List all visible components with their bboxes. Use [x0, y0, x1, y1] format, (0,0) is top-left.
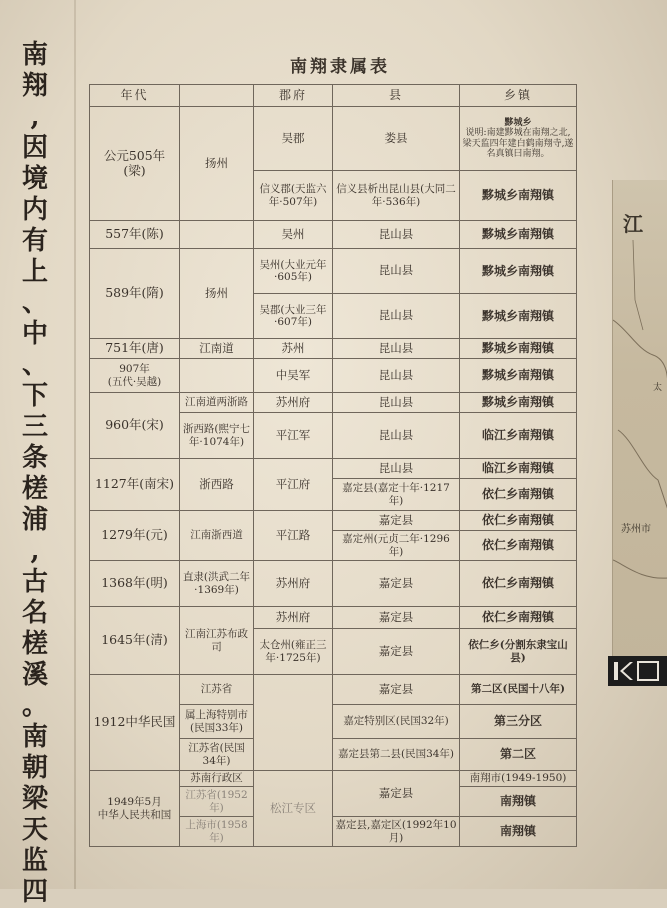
side-char: ,: [30, 102, 40, 132]
table-row: [90, 393, 577, 413]
side-char: 因: [21, 133, 48, 163]
side-char: 下: [21, 381, 48, 411]
town-cell: 第二区: [460, 739, 577, 771]
map-label-tai: 太: [653, 383, 663, 393]
province-cell: 江南道: [180, 339, 254, 359]
county-cell: 嘉定州(元贞二年·1296年): [333, 531, 460, 561]
side-char: 槎: [21, 474, 48, 504]
side-vertical-text: [6, 40, 64, 907]
side-char: ,: [30, 536, 40, 566]
county-cell: 嘉定县: [333, 771, 460, 817]
jun-cell: 吴州: [254, 221, 333, 249]
side-char: 。: [21, 691, 48, 721]
side-char: 朝: [21, 753, 48, 783]
jun-cell: 苏州府: [254, 607, 333, 629]
side-char: 三: [21, 412, 48, 442]
year-cell: 公元505年 (梁): [90, 107, 180, 221]
side-char: 古: [21, 567, 48, 597]
county-cell: 昆山县: [333, 359, 460, 393]
year-cell: 589年(隋): [90, 249, 180, 339]
county-cell: 嘉定县: [333, 675, 460, 705]
jun-cell: 苏州府: [254, 393, 333, 413]
side-char: 条: [21, 443, 48, 473]
jun-cell: 吴郡: [254, 107, 333, 171]
province-cell: 江苏省: [180, 675, 254, 705]
province-cell: 江苏省(1952年): [180, 787, 254, 817]
town-cell: 黟城乡南翔镇: [460, 249, 577, 294]
town-cell: 南翔市(1949-1950): [460, 771, 577, 787]
side-char: 天: [21, 815, 48, 845]
jun-cell: [254, 675, 333, 771]
side-char: 名: [21, 598, 48, 628]
province-cell: [180, 221, 254, 249]
county-cell: 娄县: [333, 107, 460, 171]
county-cell: 昆山县: [333, 459, 460, 479]
map-fragment: [612, 180, 667, 670]
table-row: [90, 359, 577, 393]
county-cell: 嘉定县: [333, 629, 460, 675]
jun-cell: 太仓州(雍正三年·1725年): [254, 629, 333, 675]
map-label-jiang: 江: [623, 212, 643, 236]
header-row: [90, 85, 577, 107]
town-cell: 黟城乡南翔镇: [460, 171, 577, 221]
side-char: 、: [21, 288, 48, 318]
province-cell: 属上海特别市(民国33年): [180, 705, 254, 739]
jun-cell: 平江军: [254, 413, 333, 459]
year-cell: 907年 (五代·吴越): [90, 359, 180, 393]
jun-cell: 苏州府: [254, 561, 333, 607]
town-cell: 依仁乡南翔镇: [460, 511, 577, 531]
county-cell: 昆山县: [333, 393, 460, 413]
table-row: [90, 107, 577, 171]
table-row: [90, 771, 577, 787]
side-char: 浦: [21, 505, 48, 535]
town-cell: 黟城乡南翔镇: [460, 339, 577, 359]
header-province: [180, 85, 254, 107]
town-cell: 南翔镇: [460, 787, 577, 817]
side-char: 内: [21, 195, 48, 225]
province-cell: 扬州: [180, 249, 254, 339]
header-town: 乡镇: [460, 85, 577, 107]
table-row: [90, 249, 577, 294]
affiliation-table: [89, 84, 577, 847]
province-cell: 苏南行政区: [180, 771, 254, 787]
county-cell: 嘉定县,嘉定区(1992年10月): [333, 817, 460, 847]
county-cell: 昆山县: [333, 413, 460, 459]
year-cell: 1949年5月 中华人民共和国: [90, 771, 180, 847]
side-char: 、: [21, 350, 48, 380]
jun-cell: 中吴军: [254, 359, 333, 393]
side-char: 中: [21, 319, 48, 349]
year-cell: 1645年(清): [90, 607, 180, 675]
year-cell: 751年(唐): [90, 339, 180, 359]
header-era: 年代: [90, 85, 180, 107]
table-row: [90, 511, 577, 531]
jun-cell: 平江路: [254, 511, 333, 561]
map-label-suzhou: 苏州市: [621, 524, 651, 535]
county-cell: 昆山县: [333, 249, 460, 294]
town-cell: 南翔镇: [460, 817, 577, 847]
side-char: 南: [21, 722, 48, 752]
town-cell: 依仁乡(分割东隶宝山县): [460, 629, 577, 675]
county-cell: 嘉定县: [333, 511, 460, 531]
side-char: 槎: [21, 629, 48, 659]
year-cell: 960年(宋): [90, 393, 180, 459]
table-row: [90, 221, 577, 249]
town-cell: 第二区(民国十八年): [460, 675, 577, 705]
table-row: [90, 459, 577, 479]
scale-bar-graphic: [608, 656, 667, 686]
jun-cell: 信义郡(天监六年·507年): [254, 171, 333, 221]
county-cell: 嘉定县: [333, 561, 460, 607]
town-cell: 依仁乡南翔镇: [460, 479, 577, 511]
map-lines: [613, 180, 667, 670]
year-cell: 1912中华民国: [90, 675, 180, 771]
jun-cell: 苏州: [254, 339, 333, 359]
year-cell: 1127年(南宋): [90, 459, 180, 511]
page-fold: [74, 0, 76, 889]
table-title: 南翔隶属表: [290, 57, 390, 77]
province-cell: 江南江苏布政司: [180, 607, 254, 675]
town-cell: 第三分区: [460, 705, 577, 739]
year-cell: 1368年(明): [90, 561, 180, 607]
county-cell: 嘉定县(嘉定十年·1217年): [333, 479, 460, 511]
table-row: [90, 561, 577, 607]
county-cell: 嘉定县第二县(民国34年): [333, 739, 460, 771]
town-note-cell: 黟城乡 说明:南建黟城在南翔之北,梁天监四年建白鹤南翔寺,遂名真镇曰南翔。: [460, 107, 577, 171]
province-cell: 浙西路: [180, 459, 254, 511]
table-row: [90, 607, 577, 629]
province-cell: 直隶(洪武二年·1369年): [180, 561, 254, 607]
town-cell: 临江乡南翔镇: [460, 413, 577, 459]
town-cell: 黟城乡南翔镇: [460, 221, 577, 249]
side-char: 南: [21, 40, 48, 70]
header-county: 县: [333, 85, 460, 107]
year-cell: 557年(陈): [90, 221, 180, 249]
province-cell: 江南浙西道: [180, 511, 254, 561]
side-char: 上: [21, 257, 48, 287]
jun-cell: 松江专区: [254, 771, 333, 847]
side-char: 监: [21, 846, 48, 876]
province-cell: 江苏省(民国34年): [180, 739, 254, 771]
town-cell: 黟城乡南翔镇: [460, 359, 577, 393]
jun-cell: 平江府: [254, 459, 333, 511]
side-char: 四: [21, 877, 48, 907]
province-cell: 扬州: [180, 107, 254, 221]
jun-cell: 吴州(大业元年·605年): [254, 249, 333, 294]
jun-cell: 吴郡(大业三年·607年): [254, 294, 333, 339]
town-cell: 临江乡南翔镇: [460, 459, 577, 479]
county-cell: 昆山县: [333, 294, 460, 339]
year-cell: 1279年(元): [90, 511, 180, 561]
county-cell: 信义县析出昆山县(大同二年·536年): [333, 171, 460, 221]
town-cell: 依仁乡南翔镇: [460, 607, 577, 629]
map-scale-bar: [608, 656, 667, 686]
side-char: 梁: [21, 784, 48, 814]
side-char: 境: [21, 164, 48, 194]
header-zhoufu: 郡府: [254, 85, 333, 107]
province-cell: 江南道两浙路: [180, 393, 254, 413]
province-cell: [180, 359, 254, 393]
table-row: [90, 339, 577, 359]
town-cell: 依仁乡南翔镇: [460, 531, 577, 561]
province-cell: 上海市(1958年): [180, 817, 254, 847]
side-char: 溪: [21, 660, 48, 690]
town-cell: 黟城乡南翔镇: [460, 393, 577, 413]
side-char: 有: [21, 226, 48, 256]
town-cell: 黟城乡南翔镇: [460, 294, 577, 339]
county-cell: 昆山县: [333, 221, 460, 249]
town-cell: 依仁乡南翔镇: [460, 561, 577, 607]
side-char: 翔: [21, 71, 48, 101]
province-cell: 浙西路(熙宁七年·1074年): [180, 413, 254, 459]
table-row: [90, 675, 577, 705]
county-cell: 嘉定县: [333, 607, 460, 629]
county-cell: 嘉定特别区(民国32年): [333, 705, 460, 739]
county-cell: 昆山县: [333, 339, 460, 359]
